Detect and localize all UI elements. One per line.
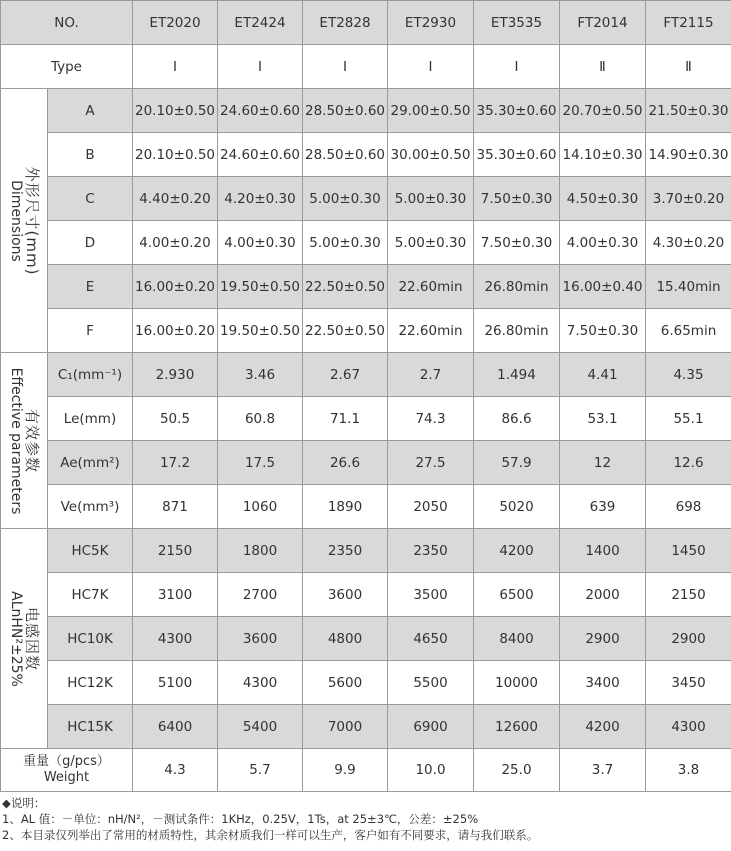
table-cell: 50.5 (133, 397, 218, 441)
table-row (1, 485, 731, 529)
row-label: C₁(mm⁻¹) (48, 353, 133, 397)
table-cell: 26.80min (474, 265, 560, 309)
table-cell: 20.10±0.50 (133, 89, 218, 133)
group-label-en: Dimensions (8, 179, 25, 262)
table-cell: 53.1 (560, 397, 646, 441)
table-cell: 6.65min (646, 309, 731, 353)
table-cell: 24.60±0.60 (218, 89, 303, 133)
table-row (1, 573, 731, 617)
table-row (1, 529, 731, 573)
table-cell: 4650 (388, 617, 474, 661)
table-cell: 17.2 (133, 441, 218, 485)
table-cell: 17.5 (218, 441, 303, 485)
table-cell: 2150 (646, 573, 731, 617)
table-cell: 6400 (133, 705, 218, 749)
table-cell: 55.1 (646, 397, 731, 441)
table-row (1, 705, 731, 749)
table-cell: 19.50±0.50 (218, 265, 303, 309)
table-cell: 10.0 (388, 749, 474, 792)
table-cell: 4300 (646, 705, 731, 749)
table-cell: 4.00±0.20 (133, 221, 218, 265)
table-cell: 20.10±0.50 (133, 133, 218, 177)
notes-line-2: 2、本目录仅列举出了常用的材质特性，其余材质我们一样可以生产，客户如有不同要求，请与我们联系。 (2, 828, 539, 842)
table-cell: 14.10±0.30 (560, 133, 646, 177)
table-cell: 4.20±0.30 (218, 177, 303, 221)
table-cell: 7.50±0.30 (474, 221, 560, 265)
table-row (1, 265, 731, 309)
weight-label-cn: 重量（g/pcs） (23, 753, 110, 769)
row-label: Ve(mm³) (48, 485, 133, 529)
group-label-effective (1, 353, 48, 529)
table-row (1, 177, 731, 221)
table-cell: 3.8 (646, 749, 731, 792)
table-cell: 30.00±0.50 (388, 133, 474, 177)
table-cell: 16.00±0.40 (560, 265, 646, 309)
table-cell: 7000 (303, 705, 388, 749)
table-cell: 3.7 (560, 749, 646, 792)
row-label: D (48, 221, 133, 265)
table-cell: 6900 (388, 705, 474, 749)
table-cell: 5500 (388, 661, 474, 705)
table-cell: 2350 (388, 529, 474, 573)
table-cell: 21.50±0.30 (646, 89, 731, 133)
row-label: A (48, 89, 133, 133)
table-cell: 5.7 (218, 749, 303, 792)
table-cell: 29.00±0.50 (388, 89, 474, 133)
table-cell: 25.0 (474, 749, 560, 792)
weight-label (1, 749, 133, 792)
table-cell: 3400 (560, 661, 646, 705)
table-cell: 5.00±0.30 (388, 221, 474, 265)
table-cell: Ⅰ (218, 45, 303, 89)
table-row (1, 617, 731, 661)
table-row (1, 397, 731, 441)
table-cell: Ⅰ (303, 45, 388, 89)
table-cell: 28.50±0.60 (303, 133, 388, 177)
table-cell: 14.90±0.30 (646, 133, 731, 177)
table-cell: 6500 (474, 573, 560, 617)
table-cell: 2.930 (133, 353, 218, 397)
table-cell: 2.67 (303, 353, 388, 397)
group-label-cn: 有效参数 (22, 408, 41, 473)
table-row (1, 221, 731, 265)
table-cell: 16.00±0.20 (133, 265, 218, 309)
table-cell: 5600 (303, 661, 388, 705)
table-cell: 2900 (646, 617, 731, 661)
header-model: FT2014 (560, 1, 646, 45)
table-cell: 4.50±0.30 (560, 177, 646, 221)
table-row (1, 661, 731, 705)
row-label: HC15K (48, 705, 133, 749)
row-label: HC7K (48, 573, 133, 617)
table-cell: 698 (646, 485, 731, 529)
table-cell: 71.1 (303, 397, 388, 441)
table-cell: 12600 (474, 705, 560, 749)
table-cell: 3450 (646, 661, 731, 705)
group-label-text (8, 367, 40, 514)
table-cell: 4.00±0.30 (218, 221, 303, 265)
table-row (1, 353, 731, 397)
table-cell: 3600 (218, 617, 303, 661)
row-label: HC10K (48, 617, 133, 661)
notes-line-1: 1、AL 值：－单位：nH/N²，－测试条件：1KHz，0.25V，1Ts，at 25±3℃，公差：±25% (2, 812, 479, 826)
table-cell: 5020 (474, 485, 560, 529)
table-cell: 3.46 (218, 353, 303, 397)
table-cell: 1060 (218, 485, 303, 529)
table-cell: 4.30±0.20 (646, 221, 731, 265)
row-label: Ae(mm²) (48, 441, 133, 485)
table-cell: Ⅱ (646, 45, 731, 89)
row-label: HC12K (48, 661, 133, 705)
table-cell: 12 (560, 441, 646, 485)
table-cell: 5.00±0.30 (388, 177, 474, 221)
header-no: NO. (1, 1, 133, 45)
table-cell: 1800 (218, 529, 303, 573)
table-cell: 10000 (474, 661, 560, 705)
table-cell: 639 (560, 485, 646, 529)
group-label-text (8, 166, 40, 275)
notes-title: ◆说明： (2, 796, 46, 810)
type-label: Type (1, 45, 133, 89)
table-cell: 22.50±0.50 (303, 309, 388, 353)
group-label-dimensions (1, 89, 48, 353)
table-row (1, 89, 731, 133)
table-cell: 1.494 (474, 353, 560, 397)
table-row (1, 749, 731, 792)
notes (2, 795, 538, 843)
table-cell: 4300 (218, 661, 303, 705)
table-cell: 27.5 (388, 441, 474, 485)
header-model: ET2930 (388, 1, 474, 45)
table-cell: 22.60min (388, 309, 474, 353)
table-cell: 4.35 (646, 353, 731, 397)
header-model: ET2424 (218, 1, 303, 45)
row-label: C (48, 177, 133, 221)
table-cell: 2150 (133, 529, 218, 573)
table-cell: 4.40±0.20 (133, 177, 218, 221)
table-cell: 5400 (218, 705, 303, 749)
table-cell: 1450 (646, 529, 731, 573)
table-cell: 57.9 (474, 441, 560, 485)
table-cell: 4.3 (133, 749, 218, 792)
table-cell: 22.60min (388, 265, 474, 309)
table-cell: 9.9 (303, 749, 388, 792)
row-label: B (48, 133, 133, 177)
table-cell: 2.7 (388, 353, 474, 397)
table-cell: 4800 (303, 617, 388, 661)
row-label: E (48, 265, 133, 309)
group-label-en: ALnHN²±25% (8, 590, 25, 687)
table-cell: 35.30±0.60 (474, 133, 560, 177)
table-row (1, 1, 731, 45)
weight-label-en: Weight (43, 770, 90, 785)
table-cell: 20.70±0.50 (560, 89, 646, 133)
table-cell: 4200 (474, 529, 560, 573)
table-cell: 86.6 (474, 397, 560, 441)
row-label: Le(mm) (48, 397, 133, 441)
table-cell: 5.00±0.30 (303, 221, 388, 265)
table-cell: 4300 (133, 617, 218, 661)
table-cell: 3500 (388, 573, 474, 617)
table-row (1, 45, 731, 89)
group-label-cn: 电感因数 (22, 606, 41, 671)
table-cell: 35.30±0.60 (474, 89, 560, 133)
table-cell: Ⅱ (560, 45, 646, 89)
table-cell: 22.50±0.50 (303, 265, 388, 309)
table-cell: 60.8 (218, 397, 303, 441)
table-cell: 19.50±0.50 (218, 309, 303, 353)
table-cell: 7.50±0.30 (560, 309, 646, 353)
table-cell: 3.70±0.20 (646, 177, 731, 221)
table-cell: 16.00±0.20 (133, 309, 218, 353)
table-cell: 3600 (303, 573, 388, 617)
table-cell: 1400 (560, 529, 646, 573)
row-label: HC5K (48, 529, 133, 573)
table-cell: Ⅰ (133, 45, 218, 89)
header-model: ET2020 (133, 1, 218, 45)
header-model: ET3535 (474, 1, 560, 45)
table-cell: 4.41 (560, 353, 646, 397)
table-cell: 8400 (474, 617, 560, 661)
header-model: FT2115 (646, 1, 731, 45)
table-row (1, 309, 731, 353)
header-model: ET2828 (303, 1, 388, 45)
table-cell: 5100 (133, 661, 218, 705)
table-cell: 3100 (133, 573, 218, 617)
table-cell: 15.40min (646, 265, 731, 309)
table-cell: 4200 (560, 705, 646, 749)
table-cell: 28.50±0.60 (303, 89, 388, 133)
table-cell: 4.00±0.30 (560, 221, 646, 265)
table-cell: 2050 (388, 485, 474, 529)
table-cell: 1890 (303, 485, 388, 529)
table-cell: 26.6 (303, 441, 388, 485)
group-label-en: Effective parameters (8, 367, 25, 514)
table-cell: 26.80min (474, 309, 560, 353)
group-label-text (8, 591, 40, 687)
table-cell: 12.6 (646, 441, 731, 485)
group-label-al (1, 529, 48, 749)
table-cell: 2000 (560, 573, 646, 617)
table-cell: 74.3 (388, 397, 474, 441)
table-row (1, 441, 731, 485)
table-cell: 2350 (303, 529, 388, 573)
table-cell: 871 (133, 485, 218, 529)
table-cell: Ⅰ (474, 45, 560, 89)
table-cell: Ⅰ (388, 45, 474, 89)
table-row (1, 133, 731, 177)
group-label-cn: 外形尺寸(mm) (22, 166, 41, 275)
table-cell: 2700 (218, 573, 303, 617)
table-cell: 7.50±0.30 (474, 177, 560, 221)
table-cell: 24.60±0.60 (218, 133, 303, 177)
table-cell: 5.00±0.30 (303, 177, 388, 221)
row-label: F (48, 309, 133, 353)
table-cell: 2900 (560, 617, 646, 661)
